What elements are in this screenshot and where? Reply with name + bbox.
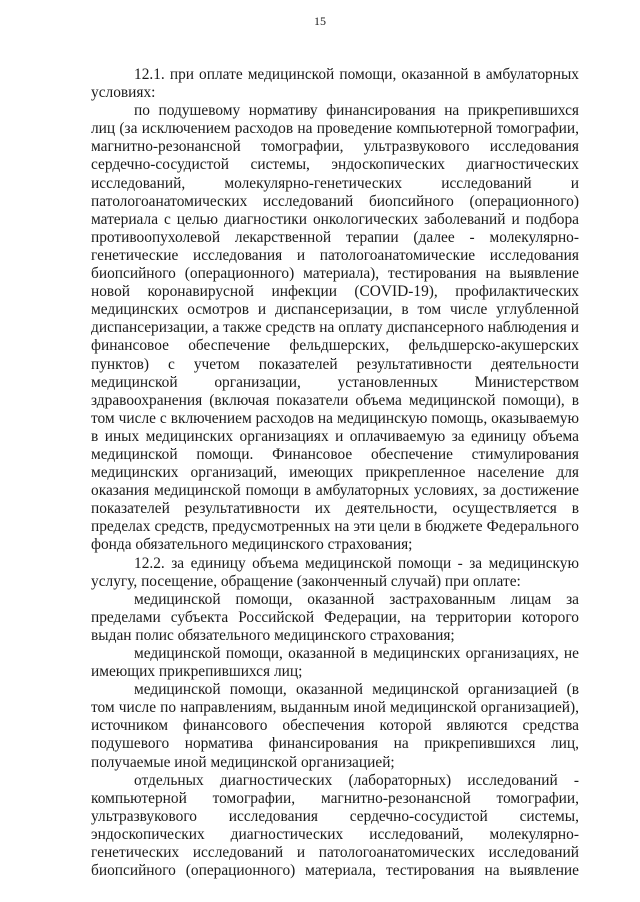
paragraph-no-attached-persons: медицинской помощи, оказанной в медицинских организациях, не имеющих прикрепившихся лиц; xyxy=(91,645,579,681)
paragraph-per-capita-financing: по подушевому нормативу финансирования на прикрепившихся лиц (за исключением расходов на проведение компьютерной томографии, магнитно-резонансной томографии, ультразвукового исследования сердечно-сосудистой системы, эндоскопических диагностических исследований, молекулярно-генетических исследований и патологоанатомических исследований биопсийного (операционного) материала с целью диагностики онкологических заболеваний и подбора противоопухолевой лекарственной терапии (далее - молекулярно-генетические исследования и патологоанатомические исследования биопсийного (операционного) материала), тестирования на выявление новой коронавирусной инфекции (COVID-19), профилактических медицинских осмотров и диспансеризации, в том числе углубленной диспансеризации, а также средств на оплату диспансерного наблюдения и финансовое обеспечение фельдшерских, фельдшерско-акушерских пунктов) с учетом показателей результативности деятельности медицинской организации, установленных Министерством здравоохранения (включая показатели объема медицинской помощи), в том числе с включением расходов на медицинскую помощь, оказываемую в иных медицинских организациях и оплачиваемую за единицу объема медицинской помощи. Финансовое обеспечение стимулирования медицинских организаций, имеющих прикрепленное население для оказания медицинской помощи в амбулаторных условиях, за достижение показателей результативности их деятельности, осуществляется в пределах средств, предусмотренных на эти цели в бюджете Федерального фонда обязательного медицинского страхования; xyxy=(91,102,579,554)
document-body xyxy=(91,66,579,880)
paragraph-12-2: 12.2. за единицу объема медицинской помощи - за медицинскую услугу, посещение, обращение (законченный случай) при оплате: xyxy=(91,554,579,590)
paragraph-12-1: 12.1. при оплате медицинской помощи, оказанной в амбулаторных условиях: xyxy=(91,66,579,102)
paragraph-referral-care: медицинской помощи, оказанной медицинской организацией (в том числе по направлениям, выданным иной медицинской организацией), источником финансового обеспечения которой являются средства подушевого норматива финансирования на прикрепившихся лиц, получаемые иной медицинской организацией; xyxy=(91,681,579,771)
paragraph-outside-region-care: медицинской помощи, оказанной застрахованным лицам за пределами субъекта Российской Федерации, на территории которого выдан полис обязательного медицинского страхования; xyxy=(91,590,579,644)
paragraph-diagnostic-tests: отдельных диагностических (лабораторных) исследований - компьютерной томографии, магнитно-резонансной томографии, ультразвукового исследования сердечно-сосудистой системы, эндоскопических диагностических исследований, молекулярно-генетических исследований и патологоанатомических исследований биопсийного (операционного) материала, тестирования на выявление xyxy=(91,771,579,880)
page-number: 15 xyxy=(314,14,326,28)
